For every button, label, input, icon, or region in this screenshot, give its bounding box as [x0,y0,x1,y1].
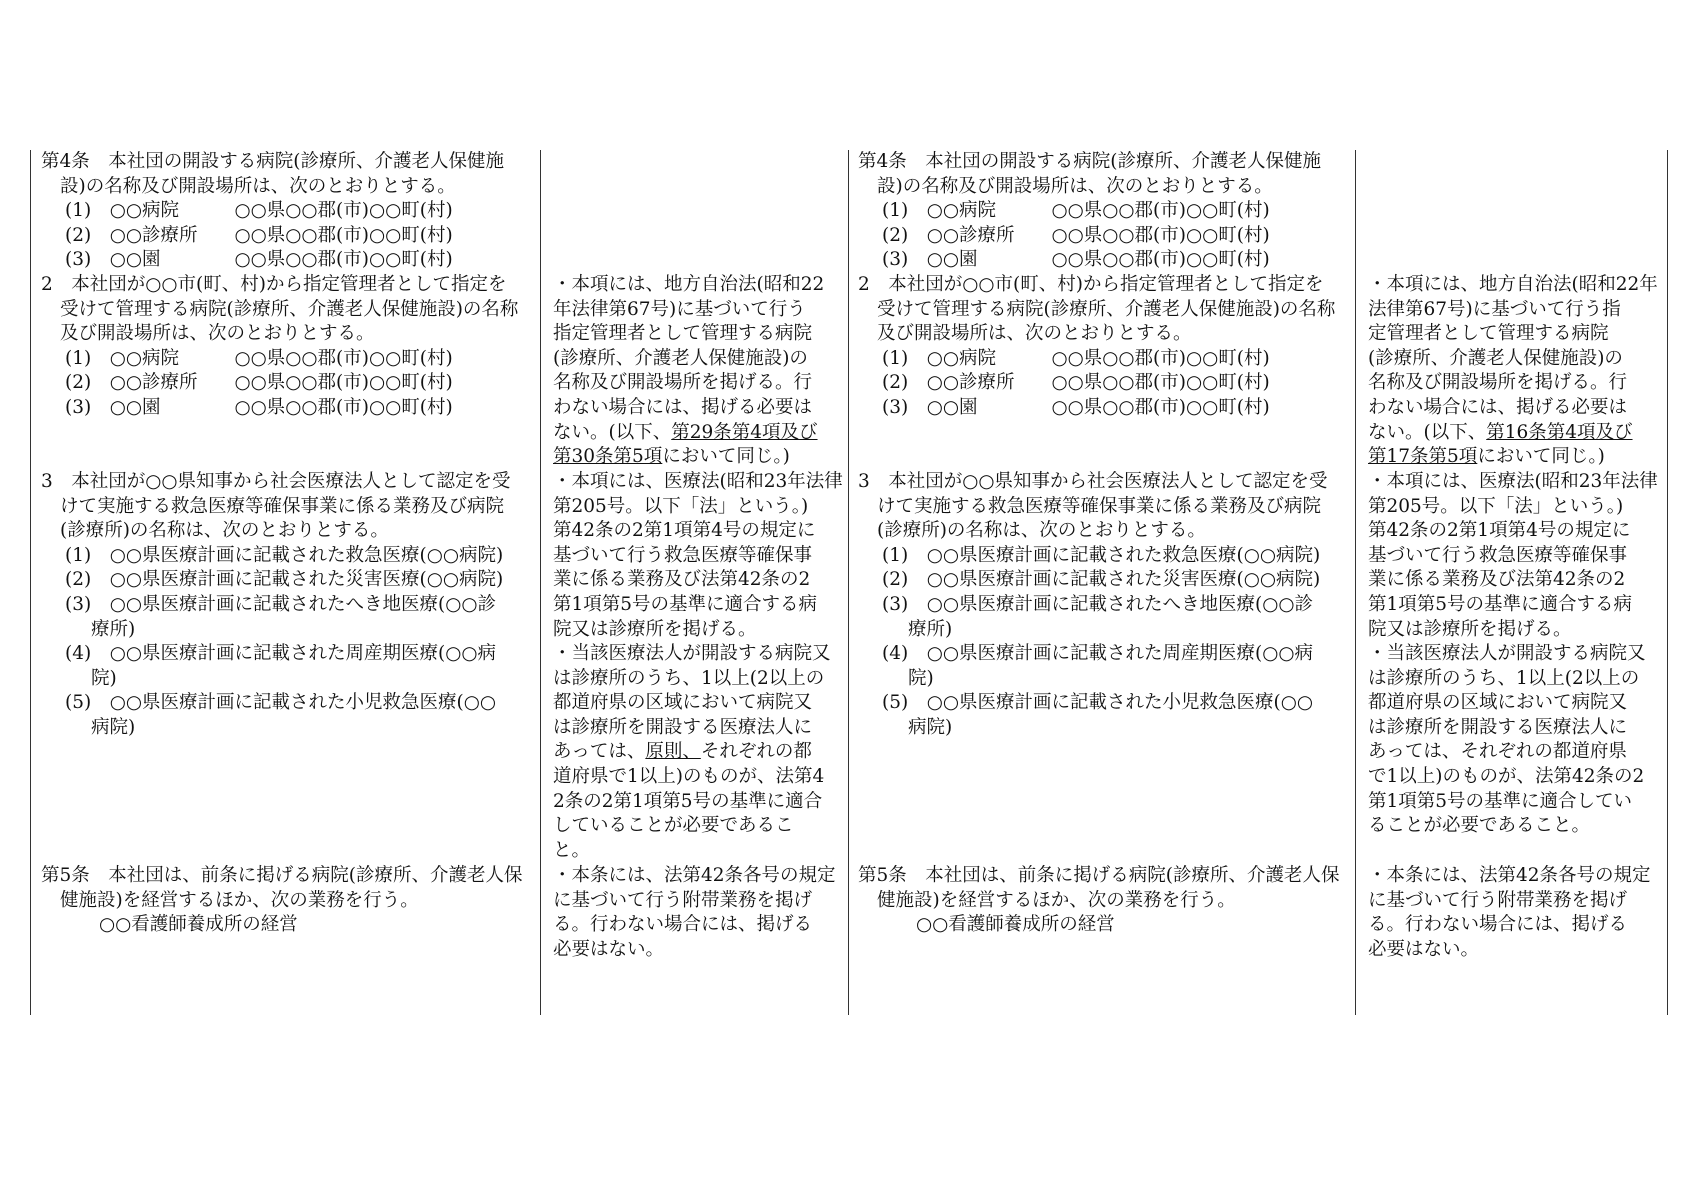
left-note-4 [553,864,836,962]
right-note3-line: は診療所を開設する医療法人に [1368,716,1628,738]
column-rule-2 [540,150,541,1015]
right-p3-item-cont: 療所) [908,618,953,640]
left-note3-line: 道府県で1以上)のものが、法第4 [553,765,825,787]
right-art5-line: 第5条 本社団は、前条に掲げる病院(診療所、介護老人保 [858,865,1340,886]
right-note2-line: 第42条の2第1項第4号の規定に [1368,520,1631,542]
left-note1-line: 名称及び開設場所を掲げる。行 [553,372,813,394]
right-article-4-para-2 [858,273,1335,421]
left-note1-underlined-ref: 第29条第4項及び [671,421,818,443]
right-p3-item: (4) ○○県医療計画に記載された周産期医療(○○病 [882,643,1313,665]
right-art4-line: 設)の名称及び開設場所は、次のとおりとする。 [877,175,1273,197]
left-note4-line: 必要はない。 [553,938,665,960]
right-p2-item: (1) ○○病院 ○○県○○郡(市)○○町(村) [882,347,1270,369]
right-note3-line: ることが必要であること。 [1368,815,1591,837]
right-note3-line: あっては、それぞれの都道府県 [1368,741,1627,763]
left-note3-line: ・当該医療法人が開設する病院又 [553,643,831,664]
left-note1-line: 年法律第67号)に基づいて行う [553,298,806,320]
left-p3-line: 3 本社団が○○県知事から社会医療法人として認定を受 [41,471,511,492]
left-p3-line: けて実施する救急医療等確保事業に係る業務及び病院 [60,495,505,517]
left-art4-item: (3) ○○園 ○○県○○郡(市)○○町(村) [65,249,453,271]
left-note2-line: 第1項第5号の基準に適合する病 [553,593,818,615]
left-p3-item: (2) ○○県医療計画に記載された災害医療(○○病院) [65,569,504,591]
left-note1-line: 指定管理者として管理する病院 [553,323,813,345]
left-article-5 [41,864,523,938]
left-art5-line: 健施設)を経営するほか、次の業務を行う。 [60,889,419,911]
left-note2-line: 業に係る業務及び法第42条の2 [553,569,811,591]
right-note2-line: 第1項第5号の基準に適合する病 [1368,593,1633,615]
left-note2-line: 院又は診療所を掲げる。 [553,618,757,640]
right-p3-item: (5) ○○県医療計画に記載された小児救急医療(○○ [882,692,1313,714]
right-note2-line: 基づいて行う救急医療等確保事 [1368,544,1628,566]
right-note1-line: (診療所、介護老人保健施設)の [1368,347,1623,369]
left-p3-item-cont: 療所) [91,618,136,640]
right-note3-line: ・当該医療法人が開設する病院又 [1368,643,1646,664]
left-note3-line: していることが必要であるこ [553,815,794,837]
left-note-2 [553,470,843,642]
right-p3-line: けて実施する救急医療等確保事業に係る業務及び病院 [877,495,1322,517]
right-note3-line: は診療所のうち、1以上(2以上の [1368,667,1640,689]
left-note1-underlined-ref: 第30条第5項 [553,446,663,468]
right-note4-line: ・本条には、法第42条各号の規定 [1368,865,1651,886]
left-note1-line: わない場合には、掲げる必要は [553,396,813,418]
right-art4-item: (3) ○○園 ○○県○○郡(市)○○町(村) [882,249,1270,271]
left-note1-text: ない。(以下、 [553,421,672,443]
left-art5-item: ○○看護師養成所の経営 [99,914,298,936]
right-art4-item: (2) ○○診療所 ○○県○○郡(市)○○町(村) [882,224,1270,246]
right-note4-line: る。行わない場合には、掲げる [1368,914,1628,936]
right-p2-line: 及び開設場所は、次のとおりとする。 [877,323,1192,345]
left-article-4-para-3 [41,470,511,741]
right-note1-line: わない場合には、掲げる必要は [1368,396,1628,418]
right-note3-line: 第1項第5号の基準に適合してい [1368,790,1633,812]
left-art5-line: 第5条 本社団は、前条に掲げる病院(診療所、介護老人保 [41,865,523,886]
right-note4-line: 必要はない。 [1368,938,1480,960]
right-art4-line: 第4条 本社団の開設する病院(診療所、介護老人保健施 [858,151,1321,172]
left-p2-line: 及び開設場所は、次のとおりとする。 [60,323,375,345]
left-note3-line: 都道府県の区域において病院又 [553,692,813,714]
right-article-4 [858,150,1321,273]
left-note2-line: 基づいて行う救急医療等確保事 [553,544,813,566]
right-note1-underlined-ref: 第16条第4項及び [1486,421,1633,443]
left-p2-line: 受けて管理する病院(診療所、介護老人保健施設)の名称 [60,298,519,320]
right-note-2 [1368,470,1658,642]
left-article-4 [41,150,504,273]
left-p3-line: (診療所)の名称は、次のとおりとする。 [60,520,389,542]
right-p2-line: 2 本社団が○○市(町、村)から指定管理者として指定を [858,274,1324,295]
left-note1-text: において同じ。) [662,446,790,468]
left-p3-item-cont: 病院) [91,716,136,738]
right-note1-line [1368,421,1658,446]
left-note3-line: は診療所を開設する医療法人に [553,716,813,738]
column-rule-5 [1667,150,1668,1015]
left-note-3 [553,642,831,863]
left-p3-item: (4) ○○県医療計画に記載された周産期医療(○○病 [65,643,496,665]
right-note2-line: 第205号。以下「法」という。) [1368,495,1624,517]
left-art4-item: (2) ○○診療所 ○○県○○郡(市)○○町(村) [65,224,453,246]
left-note3-line [553,740,831,765]
left-art4-item: (1) ○○病院 ○○県○○郡(市)○○町(村) [65,200,453,222]
right-p3-item: (3) ○○県医療計画に記載されたへき地医療(○○診 [882,593,1313,615]
right-p3-item: (2) ○○県医療計画に記載された災害医療(○○病院) [882,569,1321,591]
right-note-3 [1368,642,1646,839]
right-art5-line: 健施設)を経営するほか、次の業務を行う。 [877,889,1236,911]
left-p2-item: (2) ○○診療所 ○○県○○郡(市)○○町(村) [65,372,453,394]
right-note1-underlined-ref: 第17条第5項 [1368,446,1478,468]
right-note1-line: 名称及び開設場所を掲げる。行 [1368,372,1628,394]
right-note1-text: ない。(以下、 [1368,421,1487,443]
left-note3-line: 2条の2第1項第5号の基準に適合 [553,790,823,812]
left-p2-line: 2 本社団が○○市(町、村)から指定管理者として指定を [41,274,507,295]
left-note4-line: る。行わない場合には、掲げる [553,914,813,936]
right-note3-line: で1以上)のものが、法第42条の2 [1368,765,1645,787]
left-note3-line: と。 [553,839,591,861]
left-note1-line [553,421,824,446]
left-p3-item: (1) ○○県医療計画に記載された救急医療(○○病院) [65,544,504,566]
column-rule-3 [848,150,849,1015]
left-p2-item: (1) ○○病院 ○○県○○郡(市)○○町(村) [65,347,453,369]
left-note3-underlined: 原則、 [645,741,701,763]
left-note3-text: それぞれの都 [700,741,812,763]
left-p2-item: (3) ○○園 ○○県○○郡(市)○○町(村) [65,396,453,418]
right-note2-line: ・本項には、医療法(昭和23年法律 [1368,471,1658,492]
left-note2-line: 第205号。以下「法」という。) [553,495,809,517]
left-note4-line: ・本条には、法第42条各号の規定 [553,865,836,886]
right-note3-line: 都道府県の区域において病院又 [1368,692,1628,714]
left-article-4-para-2 [41,273,518,421]
right-article-5 [858,864,1340,938]
left-note1-line: (診療所、介護老人保健施設)の [553,347,808,369]
left-note-1 [553,273,824,470]
right-note4-line: に基づいて行う附帯業務を掲げ [1368,889,1628,911]
right-p3-line: 3 本社団が○○県知事から社会医療法人として認定を受 [858,471,1328,492]
right-art5-item: ○○看護師養成所の経営 [916,914,1115,936]
right-art4-item: (1) ○○病院 ○○県○○郡(市)○○町(村) [882,200,1270,222]
right-note1-line: ・本項には、地方自治法(昭和22年 [1368,274,1658,295]
right-article-4-para-3 [858,470,1328,741]
left-note2-line: 第42条の2第1項第4号の規定に [553,520,816,542]
right-p2-item: (2) ○○診療所 ○○県○○郡(市)○○町(村) [882,372,1270,394]
column-rule-1 [30,150,31,1015]
right-note-4 [1368,864,1651,962]
right-note1-line [1368,445,1658,470]
left-note4-line: に基づいて行う附帯業務を掲げ [553,889,813,911]
left-note1-line [553,445,824,470]
right-p3-item-cont: 病院) [908,716,953,738]
right-note1-line: 定管理者として管理する病院 [1368,323,1609,345]
right-note2-line: 院又は診療所を掲げる。 [1368,618,1572,640]
right-p3-line: (診療所)の名称は、次のとおりとする。 [877,520,1206,542]
left-note1-line: ・本項には、地方自治法(昭和22 [553,274,825,295]
left-note2-line: ・本項には、医療法(昭和23年法律 [553,471,843,492]
right-p2-item: (3) ○○園 ○○県○○郡(市)○○町(村) [882,396,1270,418]
left-note3-line: は診療所のうち、1以上(2以上の [553,667,825,689]
left-note3-text: あっては、 [553,741,646,763]
column-rule-4 [1355,150,1356,1015]
left-p3-item: (3) ○○県医療計画に記載されたへき地医療(○○診 [65,593,496,615]
left-art4-line: 設)の名称及び開設場所は、次のとおりとする。 [60,175,456,197]
right-note1-text: において同じ。) [1477,446,1605,468]
right-note2-line: 業に係る業務及び法第42条の2 [1368,569,1626,591]
right-p3-item-cont: 院) [908,667,934,689]
right-note1-line: 法律第67号)に基づいて行う指 [1368,298,1621,320]
right-p3-item: (1) ○○県医療計画に記載された救急医療(○○病院) [882,544,1321,566]
right-note-1 [1368,273,1658,470]
left-p3-item-cont: 院) [91,667,117,689]
left-p3-item: (5) ○○県医療計画に記載された小児救急医療(○○ [65,692,496,714]
left-art4-line: 第4条 本社団の開設する病院(診療所、介護老人保健施 [41,151,504,172]
right-p2-line: 受けて管理する病院(診療所、介護老人保健施設)の名称 [877,298,1336,320]
